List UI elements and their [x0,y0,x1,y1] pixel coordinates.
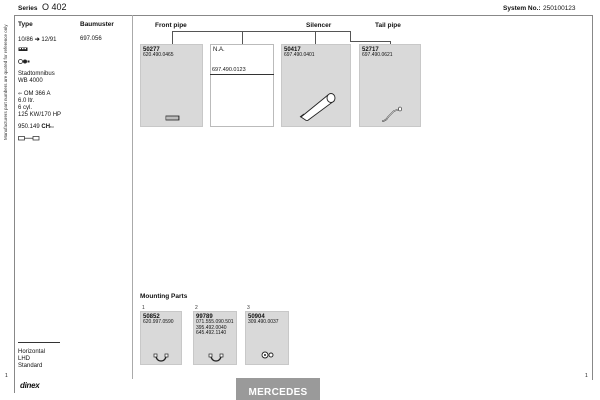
column-baumuster: Baumuster [80,21,114,28]
power: 125 KW/170 HP [18,112,62,118]
code-suffix2: ro [50,124,54,129]
part-ref: 620.997.0590 [143,319,174,325]
part-number: 50852 [143,314,160,320]
column-silencer: Silencer [306,22,332,29]
code-block [18,124,54,130]
part-number: 52717 [362,47,379,53]
series-label: Series [18,5,38,12]
column-tail-pipe: Tail pipe [375,22,401,29]
code-suffix: CH [41,124,51,130]
engine-block [18,91,61,119]
reference-note: Manufacturers part numbers are quoted for reference only [3,24,8,140]
column-front-pipe: Front pipe [155,22,187,29]
mount-panel-3[interactable] [245,311,289,365]
silencer-icon [298,85,338,121]
system-value: 250100123 [543,5,576,12]
variant: Standard [18,363,43,369]
page-number-left: 1 [5,373,8,379]
part-refs [196,320,234,337]
part-ref: 645.492.1140 [196,330,227,336]
flex-pipe-icon [165,113,181,123]
system-label: System No.: [503,5,541,12]
displacement: 6.0 ltr. [18,98,35,104]
part-ref: 620.490.0465 [143,52,174,58]
pipe-symbol-icon [18,136,40,143]
mount-panel-1[interactable] [140,311,182,365]
series-value: O 402 [42,2,67,12]
part-ref: 309.490.0037 [248,319,279,325]
mount-index: 1 [142,305,145,311]
part-ref-na: 697.490.0123 [212,67,246,73]
model-block [18,71,55,85]
part-ref: 395.492.0040 [196,324,227,331]
page-number-right: 1 [585,373,588,379]
part-number: N.A. [213,47,225,53]
code-value: 950.149 [18,124,40,130]
arrow-right-icon: ➔ [34,37,40,43]
part-number: 50277 [143,47,160,53]
model-line1: Stadtomnibus [18,71,55,77]
mounting-parts-title: Mounting Parts [140,293,188,300]
brand-label: MERCEDES [236,378,320,400]
part-number: 99789 [196,314,213,320]
part-ref: 697.490.0401 [284,52,315,58]
years-range [18,36,56,43]
dinex-logo: dinex [20,381,40,390]
part-ref: 071.555.090.501 [196,319,234,325]
mount-index: 2 [195,305,198,311]
cylinders: 6 cyl. [18,105,33,111]
part-panel-front-pipe[interactable] [140,44,203,127]
drive-side: LHD [18,356,31,362]
orientation: Horizontal [18,349,46,355]
part-ref: 697.490.0621 [362,52,393,58]
engine-code: OM 366 A [23,91,51,97]
model-line2: WB 4000 [18,78,43,84]
mount-index: 3 [247,305,250,311]
part-number: 50904 [248,314,265,320]
tail-pipe-icon [380,105,404,125]
column-type: Type [18,21,33,28]
part-number: 50417 [284,47,301,53]
gearbox-icon [18,59,30,66]
mount-panel-2[interactable] [193,311,237,365]
footer-specs [18,349,45,370]
part-panel-na[interactable] [210,44,274,127]
clamp-icon [153,348,169,362]
bolt-nut-icon [260,350,276,360]
years-from: 10/86 [18,37,34,43]
part-panel-silencer[interactable] [281,44,351,127]
engine-icon: ⇐ [18,91,23,97]
clamp-icon [208,348,224,362]
part-panel-tail-pipe[interactable] [359,44,421,127]
baumuster-value: 697.056 [80,36,102,42]
years-to: 12/91 [41,37,57,43]
bus-icon [18,47,28,54]
